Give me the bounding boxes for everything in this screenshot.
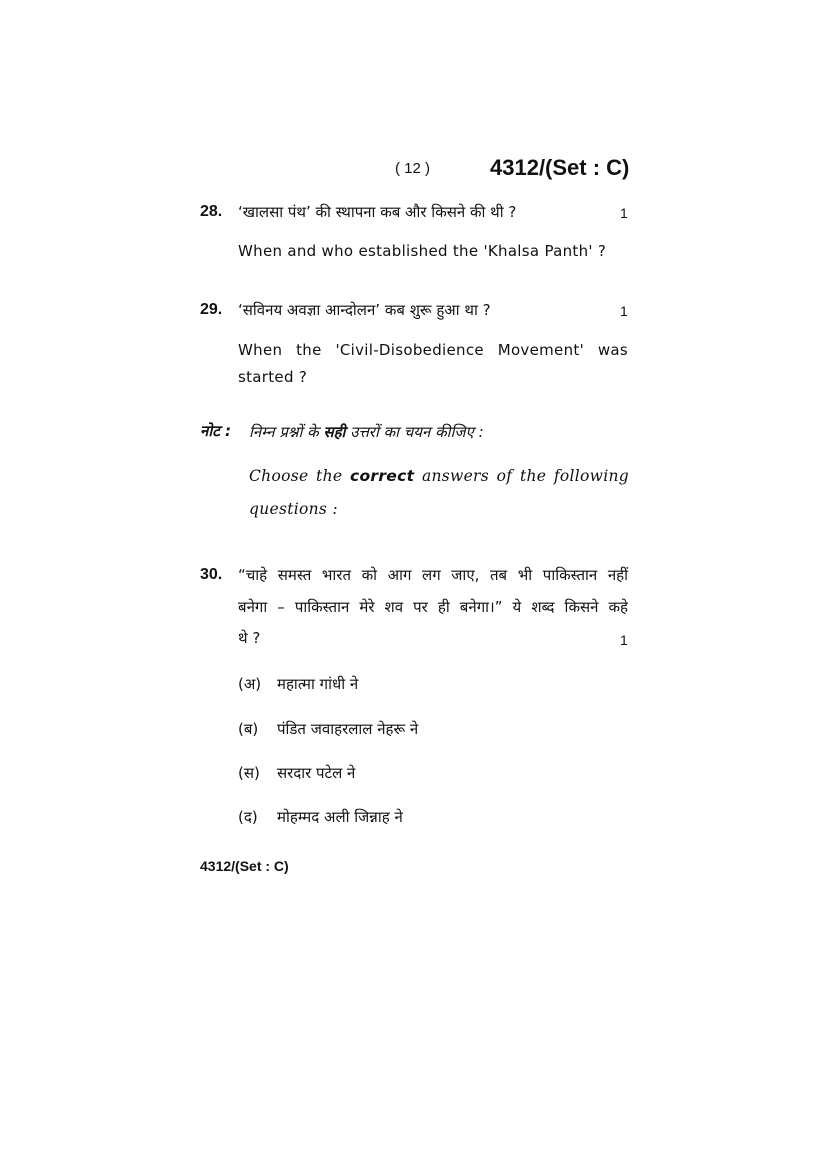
question-30-line1: “चाहे समस्त भारत को आग लग जाए, तब भी पाकिस्तान नहीं bbox=[238, 566, 628, 584]
question-28-number: 28. bbox=[200, 203, 223, 220]
option-c bbox=[238, 763, 260, 783]
question-29-english-line1: When the 'Civil-Disobedience Movement' was bbox=[238, 341, 628, 359]
question-30-marks: 1 bbox=[620, 632, 628, 648]
page-number: ( 12 ) bbox=[395, 160, 431, 177]
question-30-line2: बनेगा – पाकिस्तान मेरे शव पर ही बनेगा।” ये शब्द किसने कहे bbox=[238, 598, 628, 616]
option-d bbox=[238, 807, 258, 827]
option-a-label: (अ) bbox=[238, 675, 262, 693]
option-b-label: (ब) bbox=[238, 720, 259, 738]
paper-code-footer: 4312/(Set : C) bbox=[200, 858, 289, 874]
question-29-marks: 1 bbox=[620, 303, 628, 319]
option-a bbox=[238, 674, 261, 694]
note-english-line1: Choose the correct answers of the following bbox=[249, 467, 629, 485]
question-29-hindi: ‘सविनय अवज्ञा आन्दोलन’ कब शुरू हुआ था ? bbox=[238, 301, 491, 319]
option-a-text: महात्मा गांधी ने bbox=[277, 675, 359, 693]
question-30-number: 30. bbox=[200, 566, 223, 583]
option-c-text: सरदार पटेल ने bbox=[277, 764, 356, 782]
option-d-text: मोहम्मद अली जिन्नाह ने bbox=[277, 808, 403, 826]
option-b-text: पंडित जवाहरलाल नेहरू ने bbox=[277, 720, 419, 738]
note-label: नोट : bbox=[200, 422, 231, 440]
option-d-label: (द) bbox=[238, 808, 258, 826]
question-29-english-line2: started ? bbox=[238, 368, 308, 386]
option-c-label: (स) bbox=[238, 764, 260, 782]
question-30-line3: थे ? bbox=[238, 629, 261, 647]
option-b bbox=[238, 719, 258, 739]
question-29-number: 29. bbox=[200, 301, 223, 318]
question-28-marks: 1 bbox=[620, 205, 628, 221]
paper-code-header: 4312/(Set : C) bbox=[490, 155, 630, 180]
note-english-line2: questions : bbox=[249, 500, 338, 518]
note-hindi: निम्न प्रश्नों के सही उत्तरों का चयन कीजिए : bbox=[249, 423, 484, 441]
question-28-hindi: ‘खालसा पंथ’ की स्थापना कब और किसने की थी ? bbox=[238, 203, 517, 221]
question-28-english: When and who established the 'Khalsa Panth' ? bbox=[238, 242, 607, 260]
